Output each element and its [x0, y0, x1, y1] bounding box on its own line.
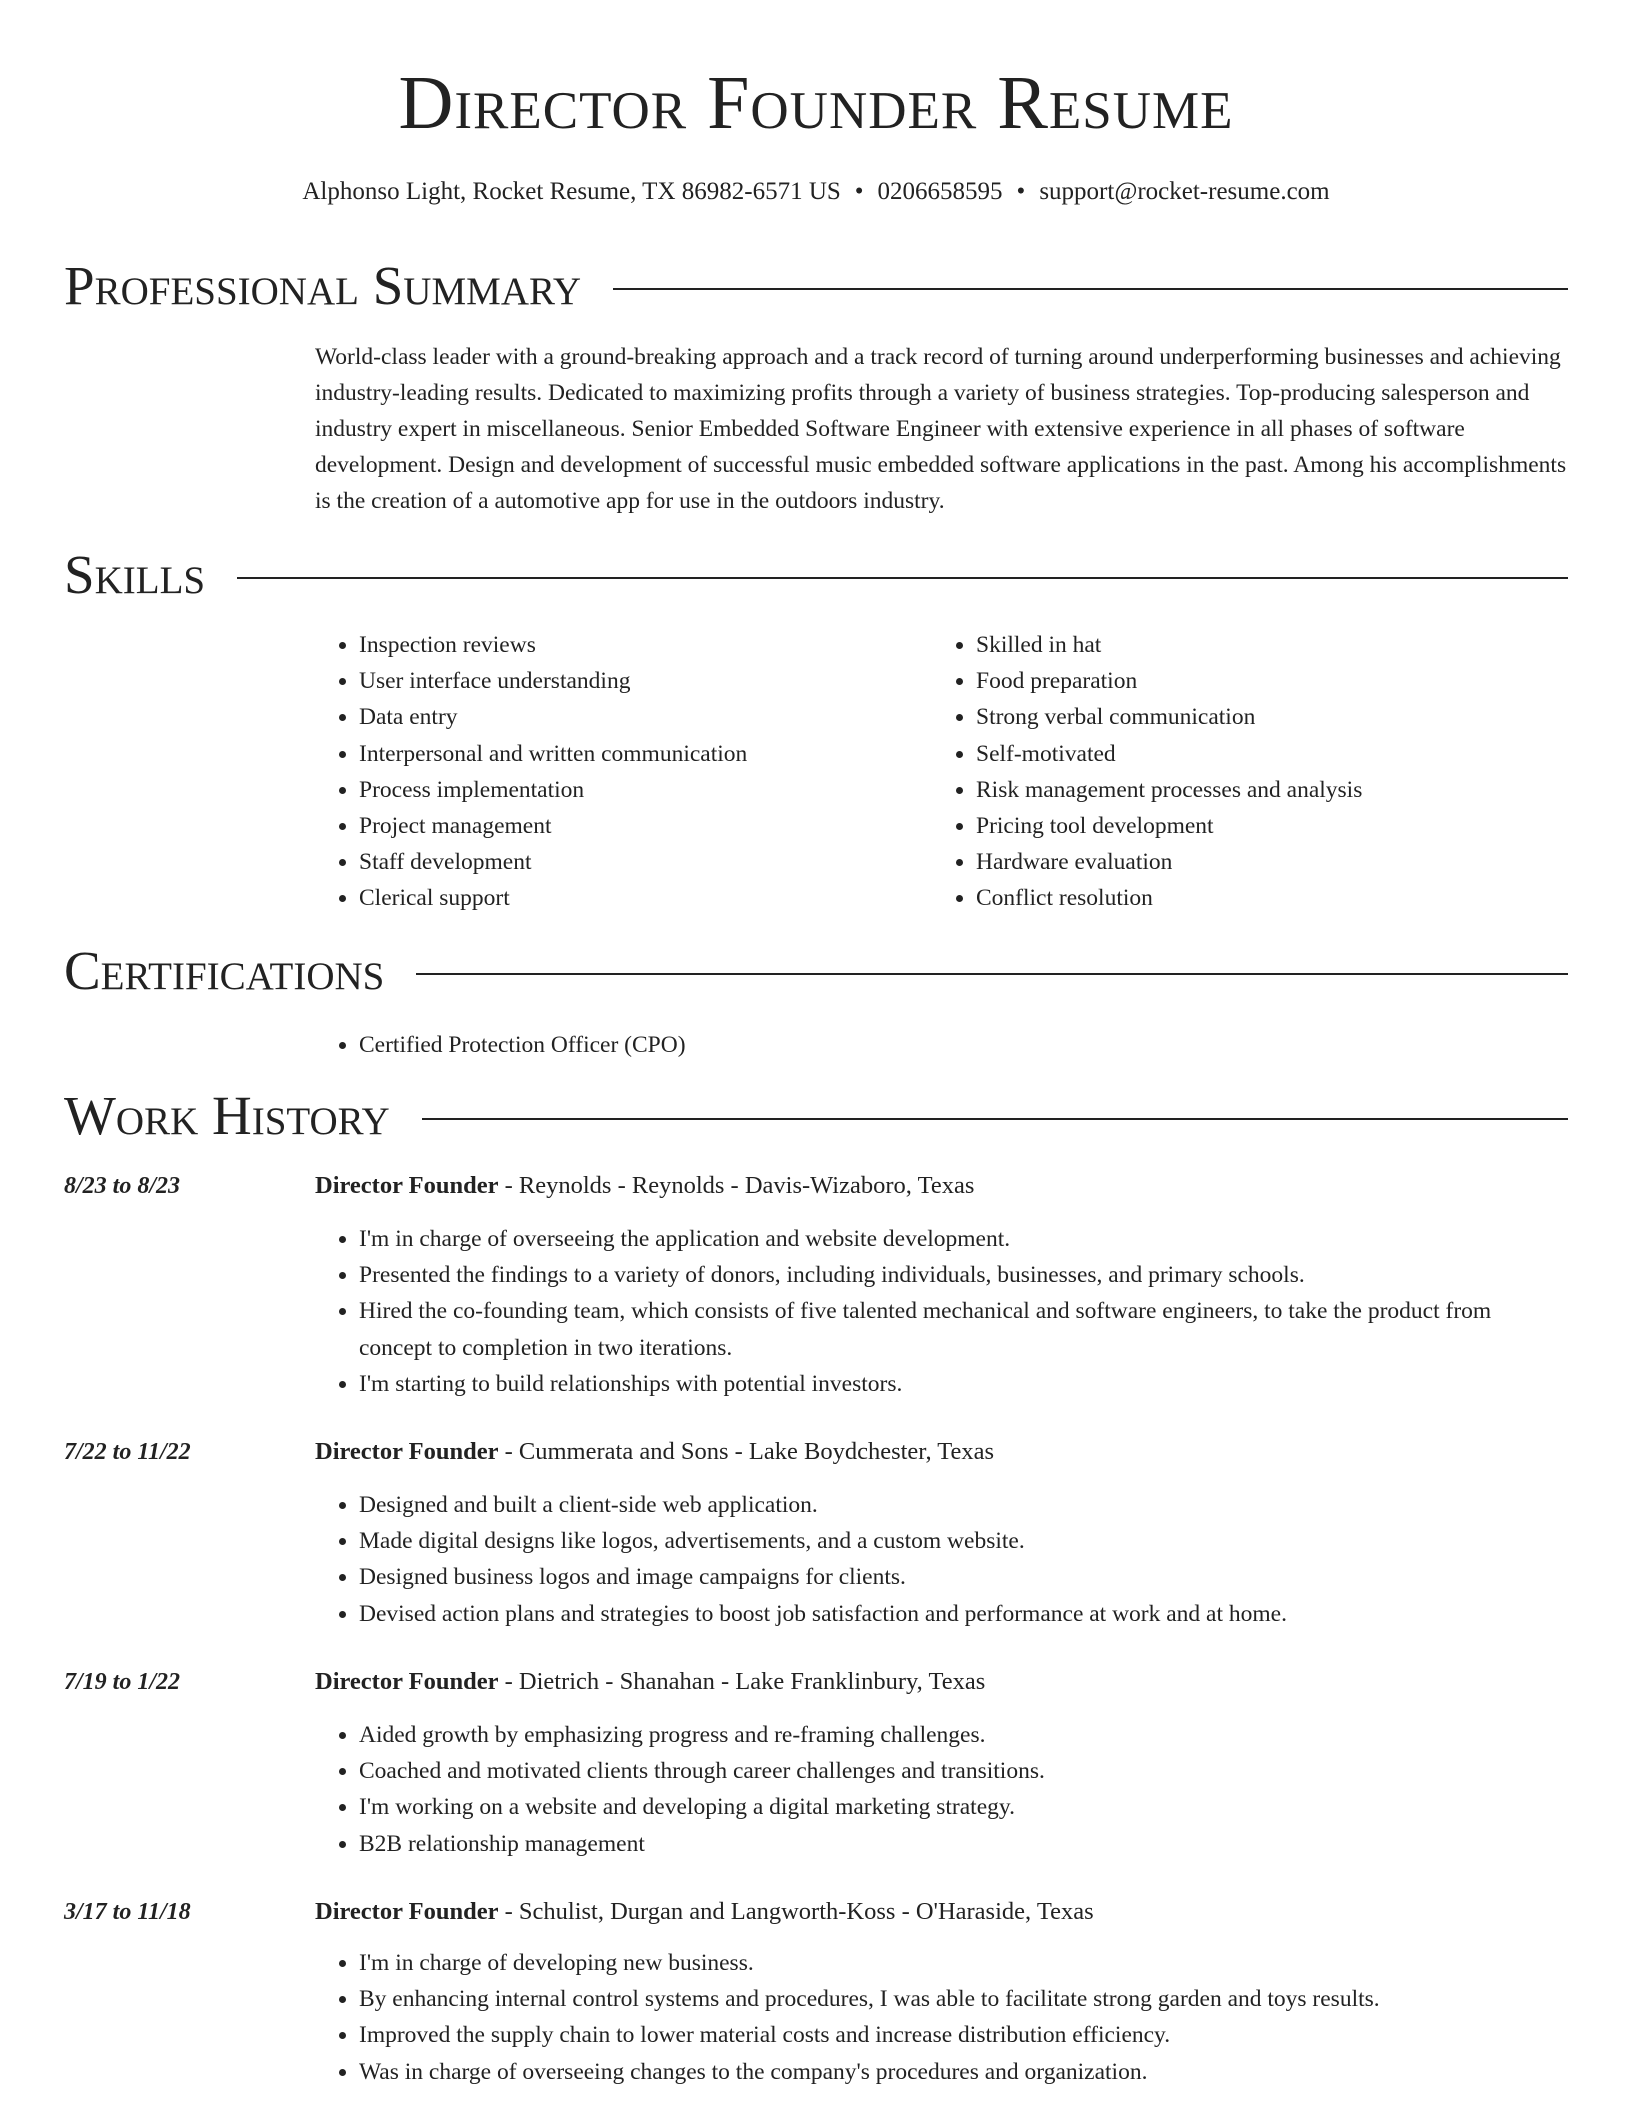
- certifications-section-header: [64, 939, 1568, 1003]
- duty-item: • I'm in charge of overseeing the application and website development.: [359, 1221, 1568, 1257]
- certifications-list: [315, 1027, 1515, 1063]
- duty-item: • Aided growth by emphasizing progress and re-framing challenges.: [359, 1717, 1568, 1753]
- skills-heading: Skills: [64, 544, 206, 605]
- job-title: Director Founder: [315, 1438, 499, 1465]
- duty-item: • Coached and motivated clients through career challenges and transitions.: [359, 1753, 1568, 1789]
- job-employer-location: - Schulist, Durgan and Langworth-Koss - O'Haraside, Texas: [498, 1898, 1094, 1925]
- duty-item: • I'm starting to build relationships with potential investors.: [359, 1366, 1568, 1402]
- skill-item: • Strong verbal communication: [976, 699, 1562, 735]
- contact-separator: •: [1016, 178, 1026, 205]
- duty-item: • I'm working on a website and developing a digital marketing strategy.: [359, 1789, 1568, 1825]
- skill-item: • Skilled in hat: [976, 627, 1562, 663]
- skill-item: • Pricing tool development: [976, 808, 1562, 844]
- job-duties: [315, 1945, 1568, 2090]
- job-dates: 3/17 to 11/18: [64, 1899, 191, 1925]
- job-duties: [315, 1221, 1568, 1402]
- summary-section-header: [64, 254, 1568, 318]
- section-divider: [422, 1118, 1568, 1120]
- job-headline: [315, 1895, 1568, 1929]
- job-dates: 7/19 to 1/22: [64, 1669, 181, 1695]
- duty-item: • Was in charge of overseeing changes to the company's procedures and organization.: [359, 2054, 1568, 2090]
- skill-item: • Data entry: [359, 699, 915, 735]
- job-employer-location: - Cummerata and Sons - Lake Boydchester, Texas: [498, 1438, 995, 1465]
- summary-text: World-class leader with a ground-breaking approach and a track record of turning around underperforming businesses and achieving industry-leading results. Dedicated to maximizing profits through a variety of business strategies. Top-producing salesperson and industry expert in miscellaneous. Senior Embedded Software Engineer with extensive experience in all phases of software development. Design and development of successful music embedded software applications in the past. Among his accomplishments is the creation of a automotive app for use in the outdoors industry.: [315, 344, 1567, 514]
- duty-item: • By enhancing internal control systems and procedures, I was able to facilitate strong garden and toys results.: [359, 1981, 1568, 2017]
- skill-item: • User interface understanding: [359, 663, 915, 699]
- skill-item: • Interpersonal and written communication: [359, 736, 915, 772]
- duty-item: • Hired the co-founding team, which consists of five talented mechanical and software engineers, to take the product from concept to completion in two iterations.: [359, 1293, 1568, 1365]
- job-employer-location: - Reynolds - Reynolds - Davis-Wizaboro, Texas: [498, 1172, 975, 1199]
- section-divider: [416, 973, 1568, 975]
- duty-item: • Designed business logos and image campaigns for clients.: [359, 1559, 1568, 1595]
- section-divider: [613, 288, 1568, 290]
- skill-item: • Risk management processes and analysis: [976, 772, 1562, 808]
- duty-item: • Presented the findings to a variety of donors, including individuals, businesses, and primary schools.: [359, 1257, 1568, 1293]
- resume-title: Director Founder Resume: [398, 61, 1234, 145]
- skill-item: • Hardware evaluation: [976, 844, 1562, 880]
- summary-heading: Professional Summary: [64, 255, 582, 316]
- duty-item: • B2B relationship management: [359, 1826, 1568, 1862]
- skill-item: • Inspection reviews: [359, 627, 915, 663]
- contact-email: support@rocket-resume.com: [1039, 178, 1330, 205]
- contact-address: Alphonso Light, Rocket Resume, TX 86982-6571 US: [302, 178, 841, 205]
- job-title: Director Founder: [315, 1898, 499, 1925]
- skills-list-right: [932, 627, 1562, 917]
- contact-separator: •: [854, 178, 864, 205]
- duty-item: • I'm in charge of developing new business.: [359, 1945, 1568, 1981]
- duty-item: • Designed and built a client-side web application.: [359, 1487, 1568, 1523]
- duty-item: • Improved the supply chain to lower material costs and increase distribution efficiency.: [359, 2017, 1568, 2053]
- job-headline: [315, 1665, 1568, 1699]
- job-duties: [315, 1487, 1568, 1632]
- skill-item: • Food preparation: [976, 663, 1562, 699]
- duty-item: • Made digital designs like logos, advertisements, and a custom website.: [359, 1523, 1568, 1559]
- contact-phone: 0206658595: [877, 178, 1003, 205]
- skill-item: • Self-motivated: [976, 736, 1562, 772]
- job-employer-location: - Dietrich - Shanahan - Lake Franklinbury, Texas: [498, 1668, 986, 1695]
- job-duties: [315, 1717, 1568, 1862]
- job-headline: [315, 1169, 1568, 1203]
- skill-item: • Staff development: [359, 844, 915, 880]
- certifications-heading: Certifications: [64, 940, 385, 1001]
- skill-item: • Process implementation: [359, 772, 915, 808]
- certification-item: • Certified Protection Officer (CPO): [359, 1027, 1515, 1063]
- job-dates: 8/23 to 8/23: [64, 1173, 181, 1199]
- job-title: Director Founder: [315, 1172, 499, 1199]
- section-divider: [237, 577, 1568, 579]
- contact-line: [0, 176, 1632, 208]
- job-dates: 7/22 to 11/22: [64, 1439, 191, 1465]
- job-title: Director Founder: [315, 1668, 499, 1695]
- job-headline: [315, 1435, 1568, 1469]
- skills-section-header: [64, 543, 1568, 607]
- work-history-section-header: [64, 1084, 1568, 1148]
- work-history-heading: Work History: [64, 1085, 390, 1146]
- skill-item: • Project management: [359, 808, 915, 844]
- duty-item: • Devised action plans and strategies to boost job satisfaction and performance at work and at home.: [359, 1596, 1568, 1632]
- skills-list-left: [315, 627, 915, 917]
- skill-item: • Conflict resolution: [976, 880, 1562, 916]
- skill-item: • Clerical support: [359, 880, 915, 916]
